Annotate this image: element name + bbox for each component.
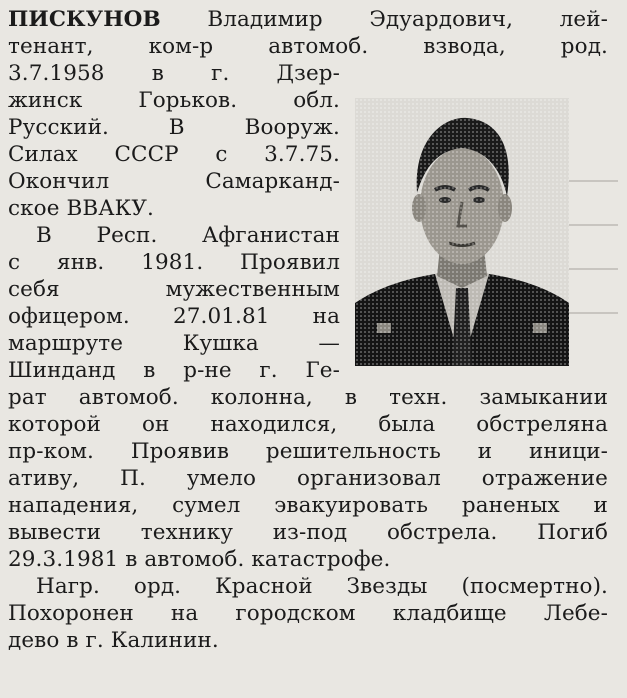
portrait-photo <box>355 98 569 366</box>
entry-line: Окончил Самарканд- <box>8 169 340 194</box>
entry-line: Русский. В Вооруж. <box>8 115 340 140</box>
entry-line: пр-ком. Проявив решительность и иници- <box>8 439 608 464</box>
entry-line: тенант, ком-р автомоб. взвода, род. <box>8 34 608 59</box>
entry-line: 3.7.1958 в г. Дзер- <box>8 61 340 86</box>
entry-line: себя мужественным <box>8 277 340 302</box>
adjacent-page-bleed <box>568 150 618 360</box>
entry-line: с янв. 1981. Проявил <box>8 250 340 275</box>
entry-line: которой он находился, была обстреляна <box>8 412 608 437</box>
entry-line: Шинданд в р-не г. Ге- <box>8 358 340 383</box>
entry-line: Нагр. орд. Красной Звезды (посмертно). <box>36 574 608 599</box>
surname: ПИСКУНОВ <box>8 7 161 32</box>
entry-line: рат автомоб. колонна, в техн. замыкании <box>8 385 608 410</box>
entry-line: дево в г. Калинин. <box>8 628 219 653</box>
entry-line: ское ВВАКУ. <box>8 196 154 221</box>
entry-line: жинск Горьков. обл. <box>8 88 340 113</box>
entry-line: 29.3.1981 в автомоб. катастрофе. <box>8 547 391 572</box>
entry-line: Силах СССР с 3.7.75. <box>8 142 340 167</box>
entry-line: ативу, П. умело организовал отражение <box>8 466 608 491</box>
entry-line: вывести технику из-под обстрела. Погиб <box>8 520 608 545</box>
entry-text: Владимир Эдуардович, лей- <box>207 7 608 32</box>
entry-line: Похоронен на городском кладбище Лебе- <box>8 601 608 626</box>
entry-line: нападения, сумел эвакуировать раненых и <box>8 493 608 518</box>
entry-line <box>8 6 608 33</box>
entry-line: В Респ. Афганистан <box>36 223 340 248</box>
entry-line: маршруте Кушка — <box>8 331 340 356</box>
entry-line: офицером. 27.01.81 на <box>8 304 340 329</box>
